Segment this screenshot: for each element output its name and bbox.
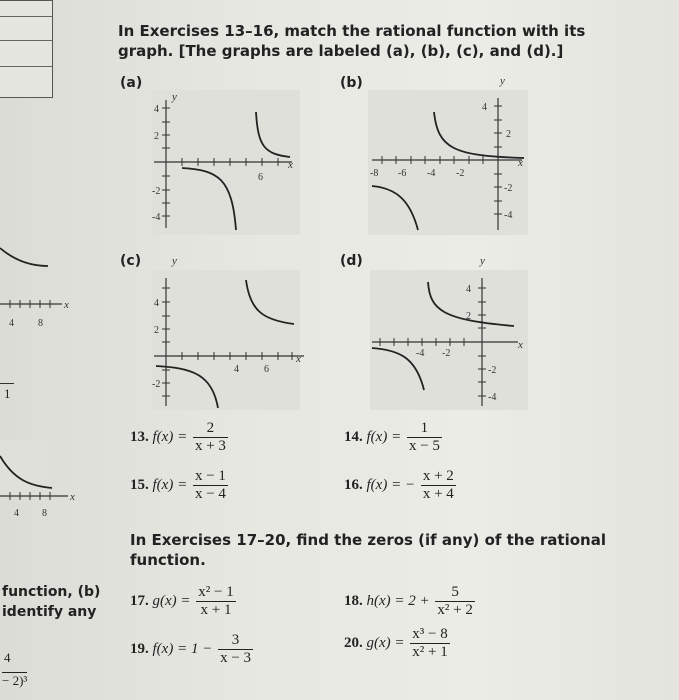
- graph-label-a: (a): [120, 75, 143, 91]
- tick-label: 8: [38, 318, 43, 329]
- exercise-number: 19.: [130, 640, 149, 657]
- tick-label: 6: [264, 364, 269, 375]
- tick-label: -4: [504, 210, 513, 221]
- numerator: 3: [218, 632, 253, 650]
- fraction: [218, 632, 253, 667]
- tick-label: 4: [154, 298, 159, 309]
- exercise-lhs: h(x) = 2 +: [366, 592, 430, 609]
- partial-table: [0, 0, 53, 98]
- graph-d: [370, 255, 528, 410]
- table-divider: [0, 66, 52, 67]
- exercise-heading-17-20: [130, 530, 606, 570]
- denominator: − 2)³: [2, 673, 28, 688]
- graph-a: [152, 90, 300, 235]
- tick-label: 4: [466, 284, 471, 295]
- tick-label: -4: [427, 168, 436, 179]
- fraction: [193, 420, 228, 455]
- tick-label: -2: [442, 348, 451, 359]
- table-divider: [0, 40, 52, 41]
- exercise-19: [130, 632, 255, 667]
- table-divider: [0, 16, 52, 17]
- denominator: x + 4: [422, 486, 454, 502]
- denominator: x² + 1: [412, 644, 448, 660]
- fragment-curve: [0, 248, 48, 266]
- tick-label: 4: [234, 364, 239, 375]
- tick-label: -8: [370, 168, 379, 179]
- axis-label-x: x: [296, 353, 301, 365]
- exercise-lhs: g(x) =: [152, 592, 191, 609]
- tick-label: -4: [152, 212, 161, 223]
- exercise-15: [130, 468, 230, 503]
- curve-lower: [182, 168, 236, 230]
- numerator: 4: [4, 650, 11, 665]
- tick-label: -2: [152, 186, 161, 197]
- curve-upper: [256, 112, 290, 157]
- tick-label: -2: [152, 379, 161, 390]
- fragment-curve: [0, 456, 52, 488]
- tick-label: 4: [482, 102, 487, 113]
- curve-lower: [156, 366, 218, 408]
- denominator: x − 3: [220, 650, 252, 666]
- fragment-line: function, (b): [2, 584, 101, 600]
- fraction: [435, 584, 474, 619]
- exercise-number: 20.: [344, 634, 363, 651]
- graph-d-plot: [370, 255, 528, 410]
- exercise-heading-13-16: [118, 21, 585, 61]
- fraction: [196, 584, 235, 619]
- numerator: x + 2: [422, 468, 454, 484]
- graph-label-b: (b): [340, 75, 363, 91]
- axis-label-x: x: [518, 339, 523, 351]
- denominator: x + 3: [194, 438, 226, 454]
- axis-label-y: y: [172, 255, 177, 267]
- numerator: 1: [407, 420, 442, 438]
- exercise-20: [344, 626, 452, 661]
- fraction: [407, 420, 442, 455]
- heading-line: In Exercises 13–16, match the rational function with its: [118, 22, 586, 40]
- tick-label: -2: [504, 183, 513, 194]
- exercise-lhs: g(x) =: [366, 634, 405, 651]
- axis-label-x: x: [288, 159, 293, 171]
- exercise-number: 18.: [344, 592, 363, 609]
- tick-label: -4: [488, 392, 497, 403]
- axis-label-y: y: [172, 91, 177, 103]
- curve-lower: [372, 186, 418, 230]
- exercise-number: 15.: [130, 476, 149, 493]
- graph-c: [152, 255, 301, 410]
- denominator: x² + 2: [437, 602, 473, 618]
- axis-label-x: x: [518, 157, 523, 169]
- tick-label: -2: [488, 365, 497, 376]
- numerator: x − 1: [194, 468, 226, 484]
- tick-label: 2: [506, 129, 511, 140]
- left-fragment-text-1: 1: [4, 386, 11, 401]
- exercise-number: 14.: [344, 428, 363, 445]
- graph-a-plot: [152, 90, 300, 235]
- numerator: 5: [435, 584, 474, 602]
- exercise-lhs: f(x) =: [366, 428, 402, 445]
- denominator: x − 4: [194, 486, 226, 502]
- numerator: x³ − 8: [412, 626, 448, 642]
- graph-b: [368, 75, 528, 235]
- tick-label: 8: [42, 508, 47, 519]
- left-fragment-text-2: [2, 582, 100, 622]
- left-fragment-graph-2: [0, 440, 90, 520]
- left-fragment-fraction: [2, 650, 27, 689]
- heading-line: function.: [130, 551, 206, 569]
- curve-upper: [246, 280, 294, 324]
- left-fragment-graph-1: [0, 240, 80, 330]
- numerator: x² − 1: [198, 584, 234, 600]
- axis-label-x: x: [64, 299, 69, 311]
- tick-label: 2: [154, 131, 159, 142]
- graph-c-plot: [152, 255, 301, 410]
- fraction: [410, 626, 449, 661]
- tick-label: 4: [9, 318, 14, 329]
- tick-label: 2: [466, 311, 471, 322]
- tick-label: -6: [398, 168, 407, 179]
- exercise-17: [130, 584, 238, 619]
- fragment-line: identify any: [2, 604, 97, 620]
- tick-label: 4: [14, 508, 19, 519]
- graph-label-d: (d): [340, 253, 363, 269]
- fraction: [193, 468, 228, 503]
- exercise-18: [344, 584, 477, 619]
- fraction: [421, 468, 456, 503]
- exercise-lhs: f(x) = −: [366, 476, 416, 493]
- curve-upper: [428, 282, 514, 326]
- axis-label-y: y: [480, 255, 485, 267]
- exercise-13: [130, 420, 230, 455]
- tick-label: 6: [258, 172, 263, 183]
- heading-line: graph. [The graphs are labeled (a), (b), (c), and (d).]: [118, 42, 564, 60]
- tick-label: 4: [154, 104, 159, 115]
- exercise-number: 17.: [130, 592, 149, 609]
- exercise-number: 16.: [344, 476, 363, 493]
- exercise-lhs: f(x) =: [152, 428, 188, 445]
- exercise-16: [344, 468, 458, 503]
- exercise-number: 13.: [130, 428, 149, 445]
- graph-b-plot: [368, 75, 528, 235]
- left-fragment-1: [0, 383, 14, 384]
- exercise-14: [344, 420, 444, 455]
- tick-label: -2: [456, 168, 465, 179]
- heading-line: In Exercises 17–20, find the zeros (if any) of the rational: [130, 531, 606, 549]
- denominator: x − 5: [408, 438, 440, 454]
- numerator: 2: [193, 420, 228, 438]
- exercise-lhs: f(x) =: [152, 476, 188, 493]
- axis-label-y: y: [500, 75, 505, 87]
- denominator: x + 1: [200, 602, 232, 618]
- graph-label-c: (c): [120, 253, 142, 269]
- tick-label: 2: [154, 325, 159, 336]
- axis-label-x: x: [70, 491, 75, 503]
- tick-label: -4: [416, 348, 425, 359]
- exercise-lhs: f(x) = 1 −: [152, 640, 213, 657]
